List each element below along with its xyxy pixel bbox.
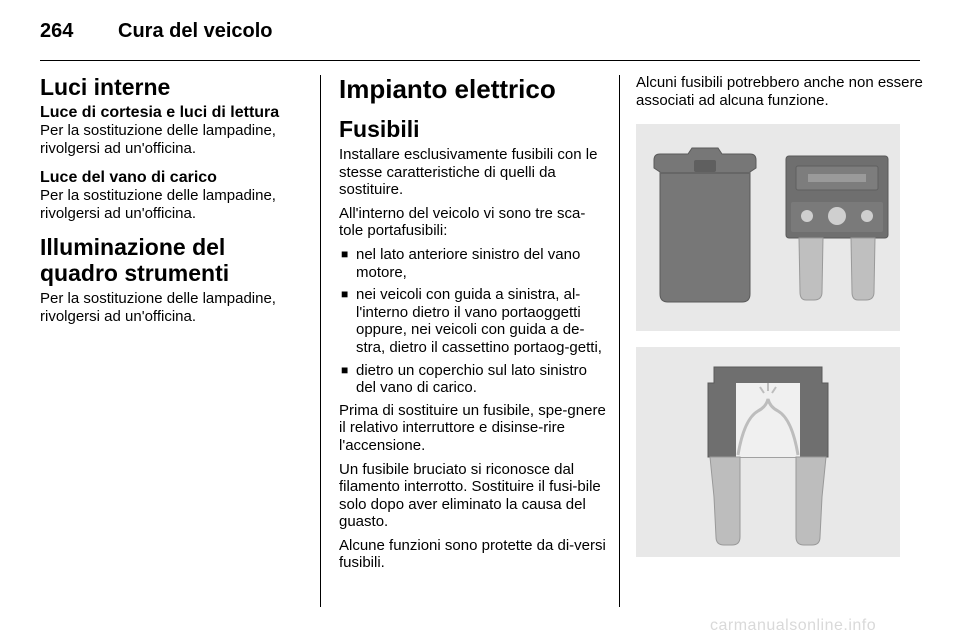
paragraph-fusibili-6: Alcuni fusibili potrebbero anche non essere associati ad alcuna funzione. (636, 74, 923, 109)
maxi-and-mini-fuse-icon (636, 124, 900, 331)
bullet-square: ■ (341, 246, 349, 261)
page-number: 264 (40, 20, 74, 42)
main-title-impianto-elettrico: Impianto elettrico (339, 74, 556, 104)
bullet-square: ■ (341, 362, 349, 377)
list-item: ■ nei veicoli con guida a sinistra, al-l'interno dietro il vano portaoggetti oppure, nei veicoli con guida a de-stra, dietro il cassettino portaog-getti, (341, 286, 602, 356)
chapter-title: Cura del veicolo (118, 20, 273, 42)
paragraph-fusibili-1: Installare esclusivamente fusibili con le stesse caratteristiche di quelli da sostituire. (339, 146, 598, 199)
watermark: carmanualsonline.info (710, 617, 877, 634)
column-divider-1 (320, 75, 321, 607)
list-item: ■ dietro un coperchio sul lato sinistro del vano di carico. (341, 361, 587, 397)
column-divider-2 (619, 75, 620, 607)
paragraph-fusibili-3: Prima di sostituire un fusibile, spe-gnere il relativo interruttore e disinse-rire l'accensione. (339, 401, 606, 454)
subsection-title-vano-carico: Luce del vano di carico (40, 169, 217, 187)
header-rule (40, 60, 920, 61)
paragraph-fusibili-4: Un fusibile bruciato si riconosce dal filamento interrotto. Sostituire il fusi-bile solo dopo aver eliminato la causa del guasto. (339, 460, 601, 531)
fuse-box-list (339, 246, 607, 397)
fuse-illustration-top (636, 124, 900, 331)
paragraph-vano-carico: Per la sostituzione delle lampadine, rivolgersi ad un'officina. (40, 187, 276, 222)
column-middle (339, 74, 607, 572)
list-item: ■ nel lato anteriore sinistro del vano motore, (341, 245, 581, 281)
section-title-luci-interne: Luci interne (40, 74, 171, 100)
paragraph-fusibili-2: All'interno del veicolo vi sono tre sca-tole portafusibili: (339, 204, 586, 240)
column-left (40, 74, 302, 326)
fuse-illustration-bottom (636, 347, 900, 557)
column-right (636, 74, 923, 109)
paragraph-luce-cortesia: Per la sostituzione delle lampadine, rivolgersi ad un'officina. (40, 122, 276, 157)
subsection-title-luce-cortesia: Luce di cortesia e luci di lettura (40, 104, 280, 121)
blade-fuse-icon (636, 347, 900, 557)
section-title-illuminazione-quadro: Illuminazione del quadro strumenti (40, 234, 230, 287)
paragraph-illuminazione-quadro: Per la sostituzione delle lampadine, rivolgersi ad un'officina. (40, 290, 276, 325)
bullet-square: ■ (341, 287, 349, 302)
section-title-fusibili: Fusibili (339, 116, 420, 142)
paragraph-fusibili-5: Alcune funzioni sono protette da di-versi fusibili. (339, 536, 606, 572)
